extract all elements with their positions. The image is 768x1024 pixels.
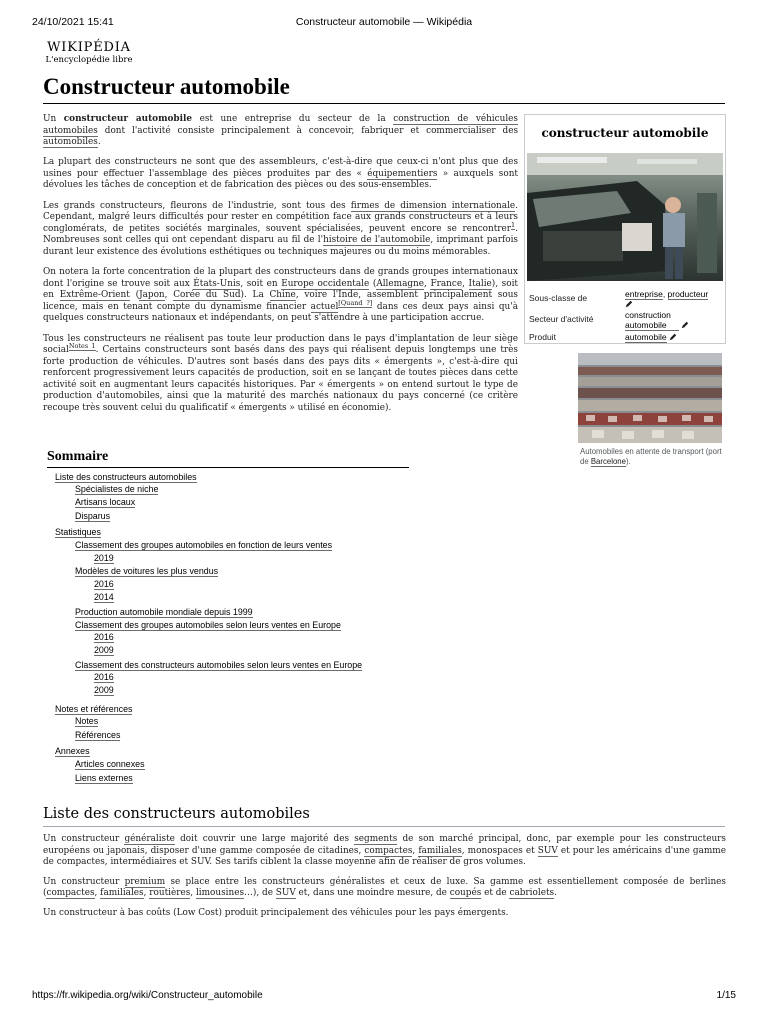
link[interactable]: cabriolets (509, 888, 555, 899)
print-footer (32, 990, 736, 1004)
link[interactable]: Europe occidentale (281, 278, 370, 289)
page-title: Constructeur automobile (43, 74, 725, 104)
port-photo-caption: Automobiles en attente de transport (port de Barcelone). (580, 447, 722, 466)
intro-paragraph: La plupart des constructeurs ne sont que des assembleurs, c'est-à-dire que ceux-ci n'ont plus que des usines pour effectuer l'assemblage des pièces produites par des « équipementiers » auxquels sont dévolues les tâches de conception et de fabrication des pièces ou des sous-ensembles. (43, 157, 518, 191)
wikipedia-tagline: L'encyclopédie libre (45, 55, 133, 65)
parked-cars-photo (578, 353, 722, 443)
link[interactable]: Japon (139, 290, 165, 301)
link[interactable]: segments (354, 834, 398, 844)
toc-item[interactable]: Classement des groupes automobiles selon leurs ventes en Europe (75, 620, 341, 630)
link[interactable]: SUV (537, 845, 558, 856)
toc-item[interactable]: Liste des constructeurs automobiles (55, 472, 197, 482)
intro-paragraph: Tous les constructeurs ne réalisent pas toute leur production dans le pays d'implantation de leur siège social$^{Notes 1}$. Certains constructeurs sont basés dans des pays qui réalisent depuis longtemps une très forte production de véhicules. D'autres sont basés dans des pays dits « émergents », c'est-à-dire qui renforcent progressivement leurs capacités de production, soit en se lançant de toutes pièces dans cette activité soit en augmentant leurs capacités historiques. Par « émergents » on entend surtout le type de production d'automobiles, ainsi que la maturité des marchés nationaux du pays concerné (ce critère recoupe très souvent celui du qualificatif « émergents » utilisé en économie). (43, 333, 518, 414)
link[interactable]: premium (124, 876, 166, 887)
print-url: https://fr.wikipedia.org/wiki/Constructeur_automobile (32, 990, 263, 1001)
link[interactable]: Corée du Sud (173, 290, 241, 301)
toc-item[interactable]: Annexes (55, 746, 90, 756)
note-ref[interactable]: Notes 1 (68, 342, 96, 351)
intro-paragraph: Les grands constructeurs, fleurons de l'industrie, sont tous des firmes de dimension internationale. Cependant, malgré leurs difficultés pour rester en compétition face aux grands constructeurs et à leurs conglomérats, de petites sociétés marginales, souvent spécialisées, peuvent encore se rencontrer$^1$. Nombreuses sont celles qui ont cependant disparu au fil de l'histoire de l'automobile, imprimant parfois durant leur existence des évolutions esthétiques ou techniques majeures ou du moins mémorables. (43, 200, 518, 257)
wikipedia-logo[interactable] (44, 40, 134, 65)
link[interactable]: construction automobile (625, 311, 679, 331)
infobox-key: Produit (529, 332, 556, 342)
link[interactable]: Italie (468, 278, 492, 289)
link[interactable]: compactes (364, 845, 413, 856)
section-heading: Liste des constructeurs automobiles (43, 806, 725, 827)
infobox-value: entreprise, producteur (625, 290, 725, 309)
toc-item[interactable]: Notes et références (55, 704, 133, 714)
link[interactable]: routières (149, 888, 191, 899)
link[interactable]: construction de véhicules automobiles (43, 114, 518, 136)
toc-item[interactable]: Spécialistes de niche (75, 484, 159, 494)
toc-title: Sommaire (47, 449, 409, 468)
link[interactable]: actuel (310, 301, 339, 312)
infobox-value (625, 311, 725, 331)
section-text (43, 834, 726, 928)
citation-needed[interactable]: [Quand ?] (338, 298, 373, 307)
link[interactable]: compactes (46, 888, 95, 899)
link[interactable]: équipementiers (367, 168, 438, 179)
section-paragraph: Un constructeur premium se place entre les constructeurs généralistes et ceux de luxe. Sa gamme est essentiellement composée de berlines (compactes, familiales, routières, limousines…), de SUV et, dans une moindre mesure, de coupés et de cabriolets. (43, 876, 726, 899)
print-page-number: 1/15 (716, 990, 736, 1001)
infobox-key: Secteur d'activité (529, 314, 594, 324)
edit-pencil-icon[interactable] (669, 333, 677, 341)
footnote-ref[interactable]: 1 (511, 220, 516, 229)
toc-item[interactable]: Articles connexes (75, 759, 145, 769)
infobox-title: constructeur automobile (541, 126, 709, 140)
link[interactable]: histoire de l'automobile (323, 235, 431, 246)
toc-item[interactable]: 2016 (94, 579, 114, 589)
link[interactable]: familiales (100, 888, 144, 899)
link[interactable]: États-Unis (193, 278, 241, 289)
toc-item[interactable]: 2014 (94, 592, 114, 602)
link[interactable]: Extrême-Orient (59, 290, 130, 301)
link[interactable]: Chine (269, 290, 296, 301)
wikipedia-wordmark: WIKIPÉDIA (47, 40, 131, 55)
link[interactable]: firmes de dimension internationale (350, 200, 516, 211)
edit-pencil-icon[interactable] (625, 300, 633, 308)
print-doc-title: Constructeur automobile — Wikipédia (295, 16, 473, 28)
link[interactable]: entreprise (625, 289, 663, 299)
infobox-key: Sous-classe de (529, 293, 588, 303)
link[interactable]: automobile (625, 332, 667, 342)
toc-item[interactable]: 2016 (94, 672, 114, 682)
toc-item[interactable]: Statistiques (55, 527, 101, 537)
toc-item[interactable]: Production automobile mondiale depuis 1999 (75, 607, 253, 617)
port-photo[interactable] (578, 353, 722, 443)
factory-photo (527, 153, 723, 281)
link[interactable]: limousines (195, 888, 245, 899)
intro-paragraph: Un constructeur automobile est une entreprise du secteur de la construction de véhicules automobiles dont l'activité consiste principalement à concevoir, fabriquer et commercialiser des automobiles. (43, 114, 518, 148)
toc-item[interactable]: Références (75, 730, 121, 740)
section-paragraph: Un constructeur à bas coûts (Low Cost) produit principalement des véhicules pour les pays émergents. (43, 907, 509, 918)
intro-text (43, 114, 518, 423)
toc-item[interactable]: 2009 (94, 685, 114, 695)
link[interactable]: coupés (449, 888, 482, 899)
toc-item[interactable]: Artisans locaux (75, 497, 136, 507)
toc-item[interactable]: 2019 (94, 553, 114, 563)
print-datetime: 24/10/2021 15:41 (32, 16, 114, 28)
link[interactable]: Barcelone (590, 456, 626, 466)
toc-item[interactable]: Classement des groupes automobiles en fonction de leurs ventes (75, 540, 333, 550)
toc-item[interactable]: 2009 (94, 645, 114, 655)
print-header (32, 16, 728, 30)
toc-item[interactable]: 2016 (94, 632, 114, 642)
edit-pencil-icon[interactable] (681, 321, 689, 329)
bold-term: constructeur automobile (63, 114, 193, 124)
link[interactable]: France (430, 278, 463, 289)
toc-item[interactable]: Disparus (75, 511, 111, 521)
toc-item[interactable]: Classement des constructeurs automobiles selon leurs ventes en Europe (75, 660, 363, 670)
link[interactable]: producteur (667, 289, 709, 299)
toc-item[interactable]: Liens externes (75, 773, 133, 783)
toc-item[interactable]: Notes (75, 716, 99, 726)
link[interactable]: automobiles (43, 137, 98, 148)
infobox-value (625, 333, 725, 343)
link[interactable]: Allemagne (376, 278, 425, 289)
link[interactable]: familiales (418, 845, 462, 856)
infobox-photo[interactable] (527, 153, 723, 281)
infobox (524, 114, 726, 344)
section-paragraph: Un constructeur généraliste doit couvrir une large majorité des segments de son marché principal, donc, par exemple pour les constructeurs européens ou japonais, disposer d'une gamme composée de citadines, compactes, familiales, monospaces et SUV et pour les américains d'une gamme de compactes, intermédiaires et SUV. Ses tarifs ciblent la classe moyenne afin de réaliser de gros volumes. (43, 834, 726, 868)
intro-paragraph: On notera la forte concentration de la plupart des constructeurs dans de grands groupes internationaux dont l'origine se trouve soit aux États-Unis, soit en Europe occidentale (Allemagne, France, Italie), soit en Extrême-Orient (Japon, Corée du Sud). La Chine, voire l'Inde, assemblent principalement sous licence, mais en tenant compte du dynamisme financier actuel[Quand ?] dans ces deux pays ainsi qu'à quelques constructeurs nationaux et indépendants, on peut s'attendre à une participation accrue. (43, 267, 518, 324)
link[interactable]: SUV (275, 888, 296, 899)
toc-item[interactable]: Modèles de voitures les plus vendus (75, 566, 219, 576)
link[interactable]: généraliste (124, 834, 175, 844)
